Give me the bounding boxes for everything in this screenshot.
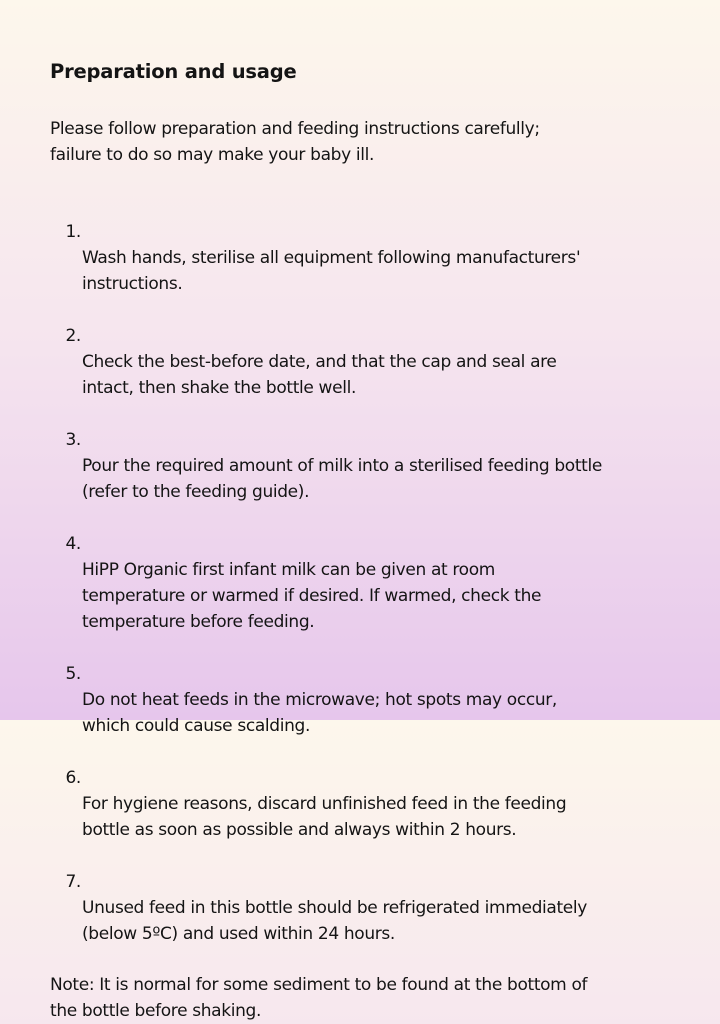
step-text: Do not heat feeds in the microwave; hot spots may occur, which could cause scalding. bbox=[82, 690, 557, 736]
list-item bbox=[50, 843, 680, 947]
step-text: For hygiene reasons, discard unfinished feed in the feeding bottle as soon as possible and always within 2 hours. bbox=[82, 794, 567, 840]
step-text: HiPP Organic first infant milk can be given at room temperature or warmed if desired. If warmed, check the temperature before feeding. bbox=[82, 560, 542, 632]
sediment-note: Note: It is normal for some sediment to be found at the bottom of the bottle before shaking. bbox=[50, 975, 588, 1021]
step-text: Pour the required amount of milk into a sterilised feeding bottle (refer to the feeding guide). bbox=[82, 456, 602, 502]
step-number: 3. bbox=[65, 430, 81, 450]
list-item bbox=[50, 297, 680, 401]
step-number: 1. bbox=[65, 222, 81, 242]
list-item bbox=[50, 505, 680, 635]
intro-warning: Please follow preparation and feeding instructions carefully; failure to do so may make your baby ill. bbox=[50, 119, 540, 165]
list-item bbox=[50, 635, 680, 739]
preparation-steps-list bbox=[50, 193, 680, 947]
list-item bbox=[50, 401, 680, 505]
step-number: 4. bbox=[65, 534, 81, 554]
step-number: 5. bbox=[65, 664, 81, 684]
step-text: Check the best-before date, and that the cap and seal are intact, then shake the bottle well. bbox=[82, 352, 557, 398]
step-text: Unused feed in this bottle should be refrigerated immediately (below 5ºC) and used within 24 hours. bbox=[82, 898, 587, 944]
step-number: 2. bbox=[65, 326, 81, 346]
step-number: 6. bbox=[65, 768, 81, 788]
list-item bbox=[50, 739, 680, 843]
step-text: Wash hands, sterilise all equipment following manufacturers' instructions. bbox=[82, 248, 581, 294]
page-title: Preparation and usage bbox=[50, 60, 297, 83]
list-item bbox=[50, 193, 680, 297]
step-number: 7. bbox=[65, 872, 81, 892]
